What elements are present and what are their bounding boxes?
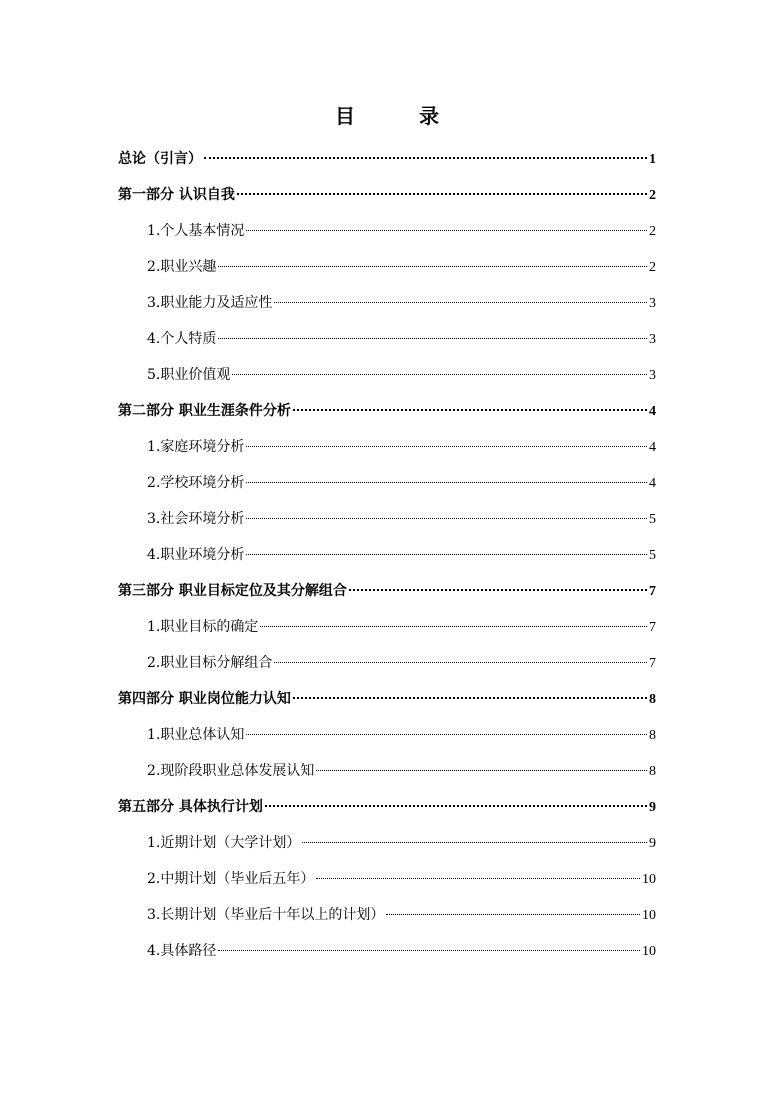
toc-page-number: 3	[649, 332, 656, 347]
toc-subsection-entry[interactable]	[118, 249, 656, 285]
toc-dot-leader	[246, 518, 647, 519]
toc-dot-leader	[274, 662, 647, 663]
toc-dot-leader	[274, 302, 647, 303]
toc-dot-leader	[246, 554, 647, 555]
toc-dot-leader	[204, 157, 647, 159]
toc-page-number: 7	[649, 584, 656, 599]
toc-subsection-entry[interactable]	[118, 753, 656, 789]
toc-entry-label: 3.长期计划（毕业后十年以上的计划）	[147, 907, 385, 923]
toc-dot-leader	[246, 734, 647, 735]
toc-dot-leader	[246, 230, 647, 231]
toc-page-number: 4	[649, 404, 656, 419]
toc-entry-label: 5.职业价值观	[147, 367, 231, 383]
toc-entry-label: 1.近期计划（大学计划）	[147, 835, 301, 851]
toc-page-number: 2	[649, 260, 656, 275]
toc-subsection-entry[interactable]	[118, 465, 656, 501]
toc-dot-leader	[218, 950, 640, 951]
toc-dot-leader	[246, 446, 647, 447]
toc-entry-label: 第三部分 职业目标定位及其分解组合	[118, 583, 347, 599]
toc-dot-leader	[302, 842, 647, 843]
toc-dot-leader	[316, 878, 640, 879]
toc-entry-label: 1.家庭环境分析	[147, 439, 245, 455]
toc-subsection-entry[interactable]	[118, 537, 656, 573]
toc-entry-label: 4.个人特质	[147, 331, 217, 347]
toc-section-entry[interactable]	[118, 393, 656, 429]
toc-entry-label: 1.职业总体认知	[147, 727, 245, 743]
toc-entry-label: 3.职业能力及适应性	[147, 295, 273, 311]
toc-entry-label: 第四部分 职业岗位能力认知	[118, 691, 291, 707]
toc-dot-leader	[232, 374, 647, 375]
toc-subsection-entry[interactable]	[118, 825, 656, 861]
toc-entry-label: 2.中期计划（毕业后五年）	[147, 871, 315, 887]
toc-dot-leader	[218, 338, 647, 339]
toc-page-number: 2	[649, 224, 656, 239]
toc-entry-label: 2.职业目标分解组合	[147, 655, 273, 671]
toc-dot-leader	[386, 914, 640, 915]
toc-page-number: 8	[649, 728, 656, 743]
toc-dot-leader	[218, 266, 647, 267]
toc-subsection-entry[interactable]	[118, 645, 656, 681]
toc-entry-label: 第一部分 认识自我	[118, 187, 235, 203]
toc-page-number: 9	[649, 836, 656, 851]
toc-subsection-entry[interactable]	[118, 429, 656, 465]
toc-page-number: 4	[649, 476, 656, 491]
toc-subsection-entry[interactable]	[118, 897, 656, 933]
toc-subsection-entry[interactable]	[118, 357, 656, 393]
toc-page-number: 5	[649, 512, 656, 527]
toc-section-entry[interactable]	[118, 141, 656, 177]
toc-page-number: 1	[649, 152, 656, 167]
toc-page-number: 2	[649, 188, 656, 203]
toc-dot-leader	[293, 409, 647, 411]
toc-dot-leader	[316, 770, 647, 771]
toc-page-number: 10	[642, 944, 656, 959]
table-of-contents	[118, 141, 656, 969]
toc-page-number: 8	[649, 692, 656, 707]
toc-page-number: 3	[649, 296, 656, 311]
toc-subsection-entry[interactable]	[118, 861, 656, 897]
toc-section-entry[interactable]	[118, 177, 656, 213]
toc-page-number: 7	[649, 620, 656, 635]
toc-dot-leader	[265, 805, 647, 807]
toc-entry-label: 1.职业目标的确定	[147, 619, 259, 635]
toc-subsection-entry[interactable]	[118, 717, 656, 753]
toc-entry-label: 2.职业兴趣	[147, 259, 217, 275]
toc-section-entry[interactable]	[118, 681, 656, 717]
toc-entry-label: 第五部分 具体执行计划	[118, 799, 263, 815]
toc-entry-label: 2.现阶段职业总体发展认知	[147, 763, 315, 779]
toc-entry-label: 4.具体路径	[147, 943, 217, 959]
toc-subsection-entry[interactable]	[118, 609, 656, 645]
toc-entry-label: 1.个人基本情况	[147, 223, 245, 239]
toc-page-number: 10	[642, 908, 656, 923]
toc-subsection-entry[interactable]	[118, 213, 656, 249]
toc-page-number: 9	[649, 800, 656, 815]
toc-entry-label: 总论（引言）	[118, 151, 202, 167]
toc-title: 目 录	[335, 104, 461, 128]
toc-dot-leader	[237, 193, 647, 195]
toc-section-entry[interactable]	[118, 789, 656, 825]
toc-dot-leader	[246, 482, 647, 483]
toc-entry-label: 2.学校环境分析	[147, 475, 245, 491]
toc-page-number: 8	[649, 764, 656, 779]
toc-dot-leader	[349, 589, 647, 591]
toc-subsection-entry[interactable]	[118, 501, 656, 537]
toc-subsection-entry[interactable]	[118, 285, 656, 321]
toc-page-number: 10	[642, 872, 656, 887]
toc-dot-leader	[293, 697, 647, 699]
toc-page-number: 4	[649, 440, 656, 455]
toc-page-number: 7	[649, 656, 656, 671]
toc-subsection-entry[interactable]	[118, 321, 656, 357]
toc-page-number: 5	[649, 548, 656, 563]
toc-subsection-entry[interactable]	[118, 933, 656, 969]
toc-page-number: 3	[649, 368, 656, 383]
toc-entry-label: 4.职业环境分析	[147, 547, 245, 563]
toc-section-entry[interactable]	[118, 573, 656, 609]
toc-entry-label: 第二部分 职业生涯条件分析	[118, 403, 291, 419]
toc-dot-leader	[260, 626, 647, 627]
toc-entry-label: 3.社会环境分析	[147, 511, 245, 527]
